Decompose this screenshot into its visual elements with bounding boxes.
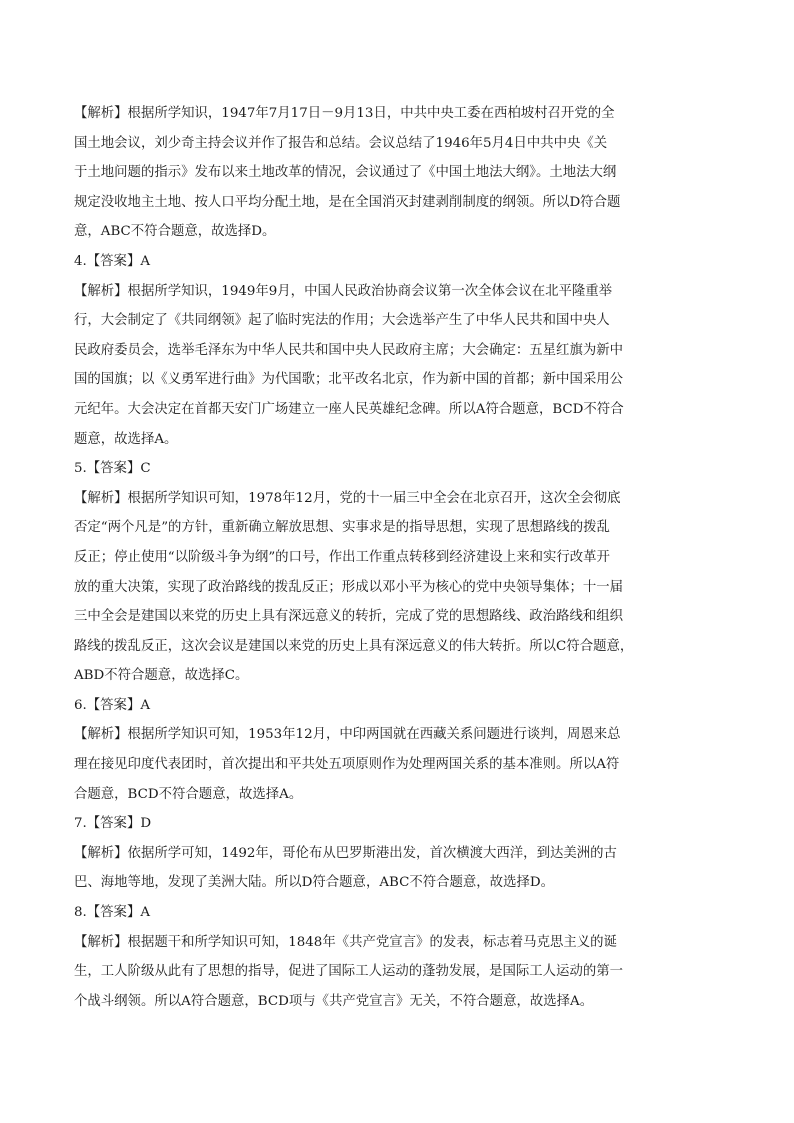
text-line: 于土地问题的指示》发布以来土地改革的情况，会议通过了《中国土地法大纲》。土地法大纲 — [74, 165, 617, 181]
text-line: 三中全会是建国以来党的历史上具有深远意义的转折，完成了党的思想路线、政治路线和组织 — [74, 609, 624, 625]
text-line: 【解析】根据所学知识，1947年7月17日－9月13日，中共中央工委在西柏坡村召开党的全 — [74, 106, 615, 121]
text-line: 理在接见印度代表团时，首次提出和平共处五项原则作为处理两国关系的基本准则。所以A符 — [74, 757, 620, 773]
text-line: 放的重大决策，实现了政治路线的拨乱反正；形成以邓小平为核心的党中央领导集体；十一届 — [74, 579, 624, 595]
text-line: 否定“两个凡是”的方针，重新确立解放思想、实事求是的指导思想，实现了思想路线的拨乱 — [74, 520, 610, 536]
text-line: 意，ABC不符合题意，故选择D。 — [74, 224, 276, 240]
answer-line: 4.【答案】A — [74, 253, 151, 269]
text-line: 生，工人阶级从此有了思想的指导，促进了国际工人运动的蓬勃发展，是国际工人运动的第一 — [74, 964, 624, 980]
text-line: 【解析】依据所学可知，1492年，哥伦布从巴罗斯港出发，首次横渡大西洋，到达美洲的古 — [74, 845, 617, 861]
text-line: 路线的拨乱反正，这次会议是建国以来党的历史上具有深远意义的伟大转折。所以C符合题意， — [74, 638, 634, 654]
text-line: 国土地会议，刘少奇主持会议并作了报告和总结。会议总结了1946年5月4日中共中央《关 — [74, 135, 608, 151]
text-line: 【解析】根据所学知识可知，1978年12月，党的十一届三中全会在北京召开，这次全会彻底 — [74, 490, 621, 506]
text-line: 民政府委员会，选举毛泽东为中华人民共和国中央人民政府主席；大会确定：五星红旗为新中 — [74, 342, 624, 358]
text-line: 反正；停止使用“以阶级斗争为纲”的口号，作出工作重点转移到经济建设上来和实行改革开 — [74, 549, 610, 565]
answer-line: 8.【答案】A — [74, 905, 151, 921]
text-line: 个战斗纲领。所以A符合题意，BCD项与《共产党宣言》无关，不符合题意，故选择A。 — [74, 993, 594, 1009]
answer-line: 5.【答案】C — [74, 461, 151, 477]
text-line: 元纪年。大会决定在首都天安门广场建立一座人民英雄纪念碑。所以A符合题意，BCD不符合 — [74, 401, 624, 417]
text-line: 巴、海地等地，发现了美洲大陆。所以D符合题意，ABC不符合题意，故选择D。 — [74, 875, 554, 891]
text-line: 行，大会制定了《共同纲领》起了临时宪法的作用；大会选举产生了中华人民共和国中央人 — [74, 313, 610, 329]
text-line: 规定没收地主土地、按人口平均分配土地，是在全国消灭封建剥削制度的纲领。所以D符合题 — [74, 194, 621, 210]
document-body — [74, 99, 658, 1016]
answer-line: 7.【答案】D — [74, 816, 152, 832]
text-line: 国的国旗；以《义勇军进行曲》为代国歌；北平改名北京，作为新中国的首都；新中国采用公 — [74, 372, 624, 388]
text-line: 题意，故选择A。 — [74, 431, 178, 447]
answer-line: 6.【答案】A — [74, 697, 151, 713]
text-line: 【解析】根据所学知识，1949年9月，中国人民政治协商会议第一次全体会议在北平隆重举 — [74, 283, 613, 299]
text-line: ABD不符合题意，故选择C。 — [74, 668, 249, 684]
text-line: 合题意，BCD不符合题意，故选择A。 — [74, 786, 303, 802]
text-line: 【解析】根据题干和所学知识可知，1848年《共产党宣言》的发表，标志着马克思主义的诞 — [74, 934, 617, 950]
text-line: 【解析】根据所学知识可知，1953年12月，中印两国就在西藏关系问题进行谈判，周恩来总 — [74, 727, 621, 743]
